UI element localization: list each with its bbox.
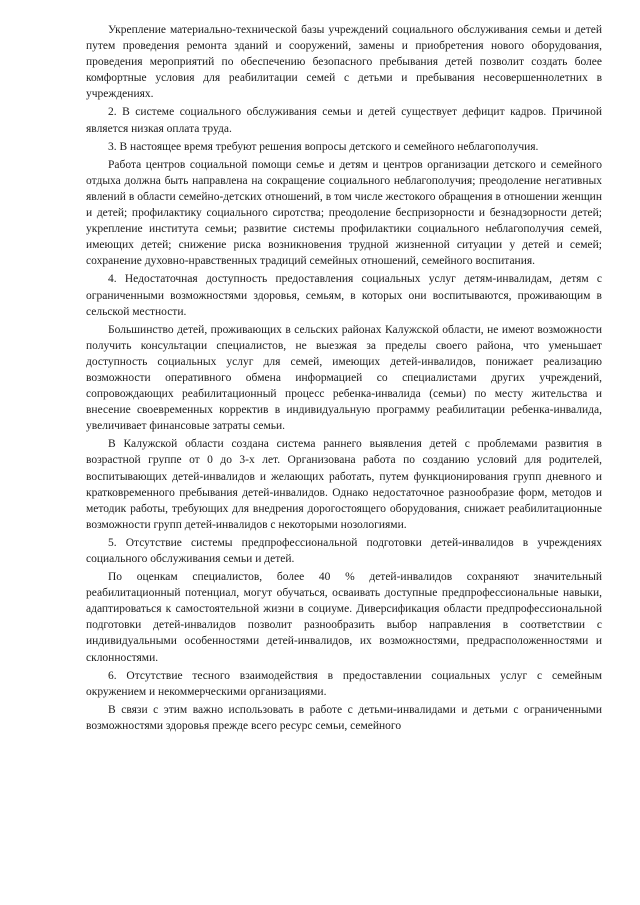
paragraph-item-2: 2. В системе социального обслуживания семьи и детей существует дефицит кадров. Причиной является низкая оплата труда. [86,106,602,135]
paragraph-item-5: 5. Отсутствие системы предпрофессиональной подготовки детей-инвалидов в учреждениях социального обслуживания семьи и детей. [86,536,602,565]
paragraph-centers-work: Работа центров социальной помощи семье и детям и центров организации детского и семейного отдыха должна быть направлена на сокращение социального неблагополучия; преодоление негативных явлений в области семейно-детских отношений, в том числе жестокого обращения в отношении женщин и детей; профилактику социального сиротства; преодоление беспризорности и безнадзорности детей; укрепление института семьи; развитие системы профилактики социального неблагополучия семей, имеющих детей; снижение риска возникновения трудной жизненной ситуации у детей и семей; сохранение духовно-нравственных традиций семейных отношений, семейного воспитания. [86,158,602,268]
paragraph-material-base: Укрепление материально-технической базы учреждений социального обслуживания семьи и детей путем проведения ремонта зданий и сооружений, замены и приобретения нового оборудования, проведения мероприятий по обеспечению безопасного пребывания детей позволит создать более комфортные условия для реабилитации семей с детьми и пребывания несовершеннолетних в учреждениях. [86,24,602,101]
paragraph-rural-children: Большинство детей, проживающих в сельских районах Калужской области, не имеют возможности получить консультации специалистов, не выезжая за пределы своего района, что уменьшает доступность социальных услуг для семей, имеющих детей-инвалидов, понижает реализацию возможности оперативного обмена информацией со специалистами других учреждений, сопровождающих реабилитационный процесс ребенка-инвалида (семьи) по месту жительства и внесение своевременных корректив в индивидуальную программу реабилитации ребенка-инвалида, увеличивает финансовые затраты семьи. [86,323,602,433]
paragraph-item-4: 4. Недостаточная доступность предоставления социальных услуг детям-инвалидам, детям с ограниченными возможностями здоровья, семьям, в которых они воспитываются, проживающим в сельской местности. [86,273,602,318]
paragraph-item-3: 3. В настоящее время требуют решения вопросы детского и семейного неблагополучия. [108,140,539,153]
paragraph-family-resource: В связи с этим важно использовать в работе с детьми-инвалидами и детьми с ограниченными возможностями здоровья прежде всего ресурс семьи, семейного [86,703,602,732]
paragraph-specialist-estimates: По оценкам специалистов, более 40 % детей-инвалидов сохраняют значительный реабилитационный потенциал, могут обучаться, осваивать доступные предпрофессиональные навыки, адаптироваться к самостоятельной жизни в социуме. Диверсификация области предпрофессиональной подготовки детей-инвалидов позволит разнообразить выбор направления в соответствии с индивидуальными особенностями детей-инвалидов, их возможностями, предрасположенностями и склонностями. [86,571,602,664]
paragraph-item-6: 6. Отсутствие тесного взаимодействия в предоставлении социальных услуг с семейным окружением и некоммерческими организациями. [86,669,602,698]
document-text [86,22,602,734]
paragraph-early-detection: В Калужской области создана система раннего выявления детей с проблемами развития в возрастной группе от 0 до 3-х лет. Организована работа по созданию условий для родителей, воспитывающих детей-инвалидов и желающих работать, путем функционирования групп дневного и кратковременного пребывания детей-инвалидов. Однако недостаточное разнообразие форм, методов и методик работы, требующих для внедрения дорогостоящего оборудования, снижает реабилитационные возможности групп детей-инвалидов с некоторыми нозологиями. [86,438,602,531]
